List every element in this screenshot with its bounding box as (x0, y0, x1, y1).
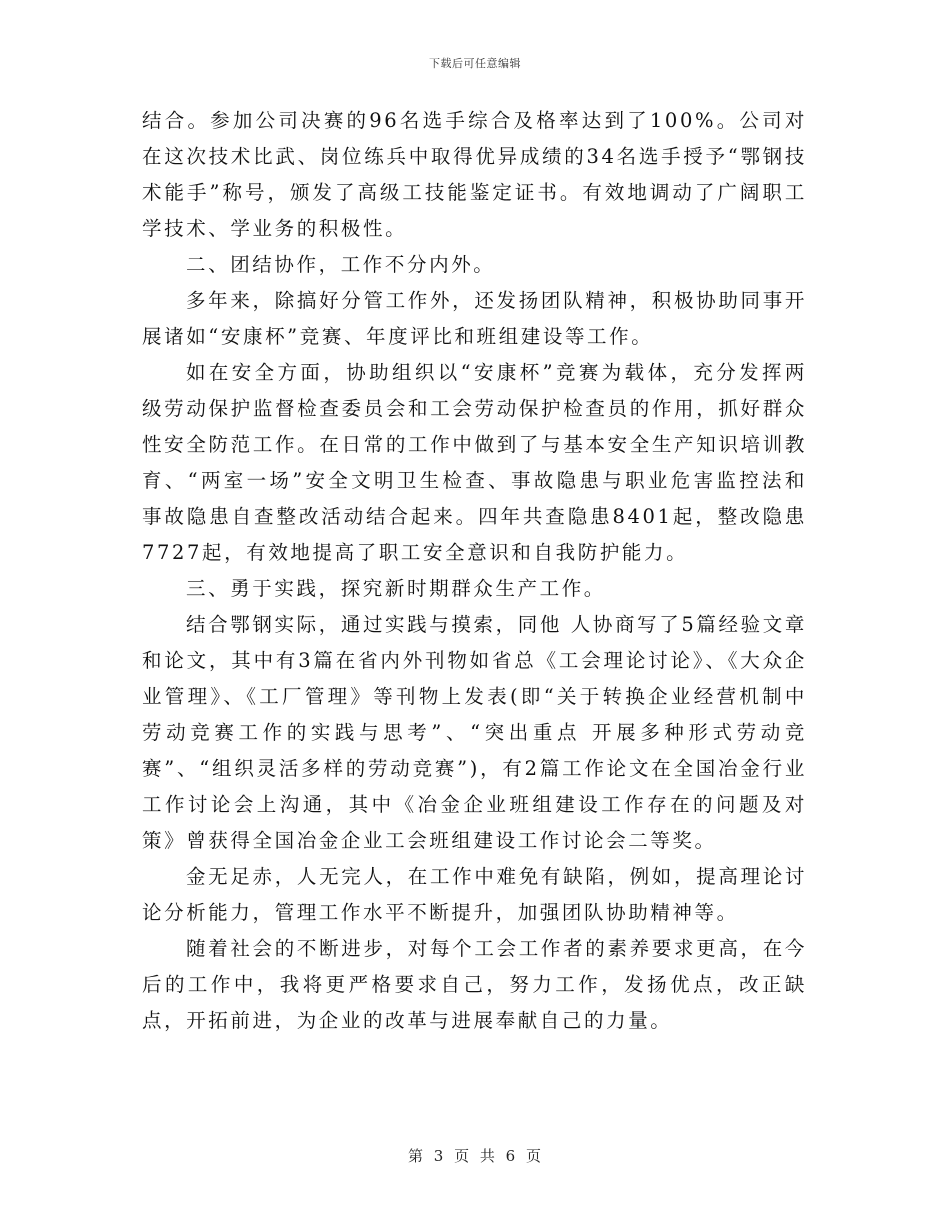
section-heading-2: 二、团结协作，工作不分内外。 (186, 253, 496, 276)
paragraph-6: 结合鄂钢实际，通过实践与摸索，同他 人协商写了5篇经验文章和论文，其中有3篇在省内外刊物如省总《工会理论讨论》、《大众企业管理》、《工厂管理》等刊物上发表(即“关于转换企业经营机制中劳动竞赛工作的实践与思考”、“突出重点 开展多种形式劳动竞赛”、“组织灵活多样的劳动竞赛”)，有2篇工作论文在全国冶金行业工作讨论会上沟通，其中《冶金企业班组建设工作存在的问题及对策》曾获得全国冶金企业工会班组建设工作讨论会二等奖。 (142, 613, 807, 852)
paragraph-7: 金无足赤，人无完人，在工作中难免有缺陷，例如，提高理论讨论分析能力，管理工作水平不断提升，加强团队协助精神等。 (142, 865, 807, 924)
paragraph-1: 结合。参加公司决赛的96名选手综合及格率达到了100%。公司对在这次技术比武、岗位练兵中取得优异成绩的34名选手授予“鄂钢技术能手”称号，颁发了高级工技能鉴定证书。有效地调动了广阔职工学技术、学业务的积极性。 (142, 109, 807, 240)
page-header-note: 下载后可任意编辑 (429, 57, 521, 70)
paragraph-3: 多年来，除搞好分管工作外，还发扬团队精神，积极协助同事开展诸如“安康杯”竞赛、年度评比和班组建设等工作。 (142, 289, 807, 348)
paragraph-4: 如在安全方面，协助组织以“安康杯”竞赛为载体，充分发挥两级劳动保护监督检查委员会和工会劳动保护检查员的作用，抓好群众性安全防范工作。在日常的工作中做到了与基本安全生产知识培训教育、“两室一场”安全文明卫生检查、事故隐患与职业危害监控法和事故隐患自查整改活动结合起来。四年共查隐患8401起，整改隐患7727起，有效地提高了职工安全意识和自我防护能力。 (142, 361, 807, 564)
page-number-footer: 第 3 页 共 6 页 (408, 1147, 542, 1165)
paragraph-8: 随着社会的不断进步，对每个工会工作者的素养要求更高，在今后的工作中，我将更严格要求自己，努力工作，发扬优点，改正缺点，开拓前进，为企业的改革与进展奉献自己的力量。 (142, 937, 807, 1032)
section-heading-3: 三、勇于实践，探究新时期群众生产工作。 (186, 577, 606, 600)
document-body (142, 103, 807, 1039)
